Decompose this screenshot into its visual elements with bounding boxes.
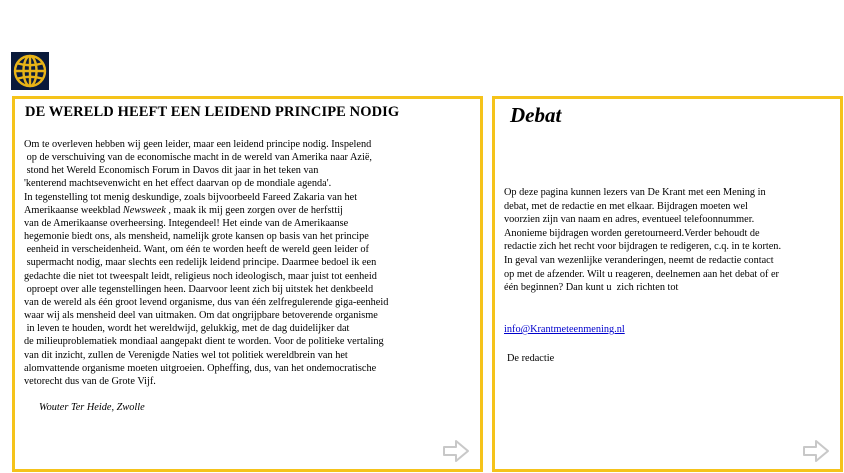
- article-line-start: Amerikaanse weekblad: [24, 204, 123, 216]
- next-arrow-icon[interactable]: [802, 439, 830, 463]
- article-title: DE WERELD HEEFT EEN LEIDEND PRINCIPE NODIG: [25, 104, 400, 120]
- article-line: van de wereld als één groot levend organisme, dus van één zelfregulerende giga-eenheid: [24, 296, 389, 308]
- email-link[interactable]: info@Krantmeteenmening.nl: [504, 324, 625, 335]
- article-line: oproept over alle tegenstellingen heen. Daarvoor leent zich bij uitstek het denkbeeld: [24, 283, 374, 295]
- article-line: alomvattende organisme moeten uitgroeien. Opheffing, dus, van het ondemocratische: [24, 362, 377, 374]
- debat-line: op met de afzender. Wilt u reageren, deelnemen aan het debat of er: [504, 268, 779, 280]
- article-panel: [12, 96, 483, 472]
- article-author: Wouter Ter Heide, Zwolle: [39, 402, 145, 413]
- debat-line: debat, met de redactie en met elkaar. Bijdragen moeten wel: [504, 200, 748, 212]
- debat-title: Debat: [510, 103, 562, 127]
- article-line: vetorecht dus van de Grote Vijf.: [24, 375, 156, 387]
- debat-panel: [492, 96, 843, 472]
- debat-line: Op deze pagina kunnen lezers van De Krant met een Mening in: [504, 187, 766, 198]
- signoff: De redactie: [507, 353, 555, 364]
- article-line: eenheid in verscheidenheid. Want, om één te worden heeft de wereld geen leider of: [24, 244, 369, 256]
- article-line: supermacht nodig, maar slechts een redelijk leidend principe. Daarmee bedoel ik een: [24, 257, 377, 269]
- article-body: [24, 138, 474, 388]
- globe-logo-icon: [11, 52, 49, 90]
- debat-line: In geval van wezenlijke veranderingen, neemt de redactie contact: [504, 254, 774, 266]
- debat-line: redactie zich het recht voor bijdragen te redigeren, c.q. in te korten.: [504, 241, 782, 253]
- article-line-end: , maak ik mij geen zorgen over de herfsttij: [165, 204, 343, 216]
- article-line: van de Amerikaanse overheersing. Integendeel! Het einde van de Amerikaanse: [24, 217, 349, 229]
- debat-line: voorzien zijn van naam en adres, eventueel telefoonnummer.: [504, 214, 755, 226]
- magazine-name: Newsweek: [122, 204, 166, 216]
- article-line: stond het Wereld Economisch Forum in Davos dit jaar in het teken van: [24, 165, 319, 177]
- debat-line: Anonieme bijdragen worden geretourneerd.Verder behoudt de: [504, 227, 760, 239]
- article-line: op de verschuiving van de economische macht in de wereld van Amerika naar Azië,: [24, 152, 372, 164]
- article-line: van dit inzicht, zullen de Verenigde Naties wel tot politiek wereldbrein van het: [24, 349, 348, 361]
- article-line: de milieuproblematiek mondiaal aangepakt dient te worden. Voor de politieke vertaling: [24, 336, 384, 348]
- article-line: in leven te houden, wordt het wereldwijd, gelukkig, met de dag duidelijker dat: [24, 323, 350, 335]
- article-line: [24, 204, 474, 217]
- next-arrow-icon[interactable]: [442, 439, 470, 463]
- article-line: 'kenterend machtsevenwicht en het effect daarvan op de mondiale agenda'.: [24, 178, 332, 190]
- article-line: hegemonie biedt ons, als mensheid, namelijk grote kansen op basis van het principe: [24, 231, 369, 243]
- article-line: Om te overleven hebben wij geen leider, maar een leidend principe nodig. Inspelend: [24, 139, 372, 150]
- article-line: gedachte die niet tot tweespalt leidt, religieus noch ideologisch, maar juist tot eenheid: [24, 270, 377, 282]
- article-line: In tegenstelling tot menig deskundige, zoals bijvoorbeeld Fareed Zakaria van het: [24, 191, 358, 203]
- article-line: waar wij als mensheid deel van uitmaken. Om dat ongrijpbare betoverende organisme: [24, 310, 378, 322]
- debat-body: [504, 186, 839, 295]
- debat-line: één beginnen? Dan kunt u zich richten tot: [504, 282, 679, 294]
